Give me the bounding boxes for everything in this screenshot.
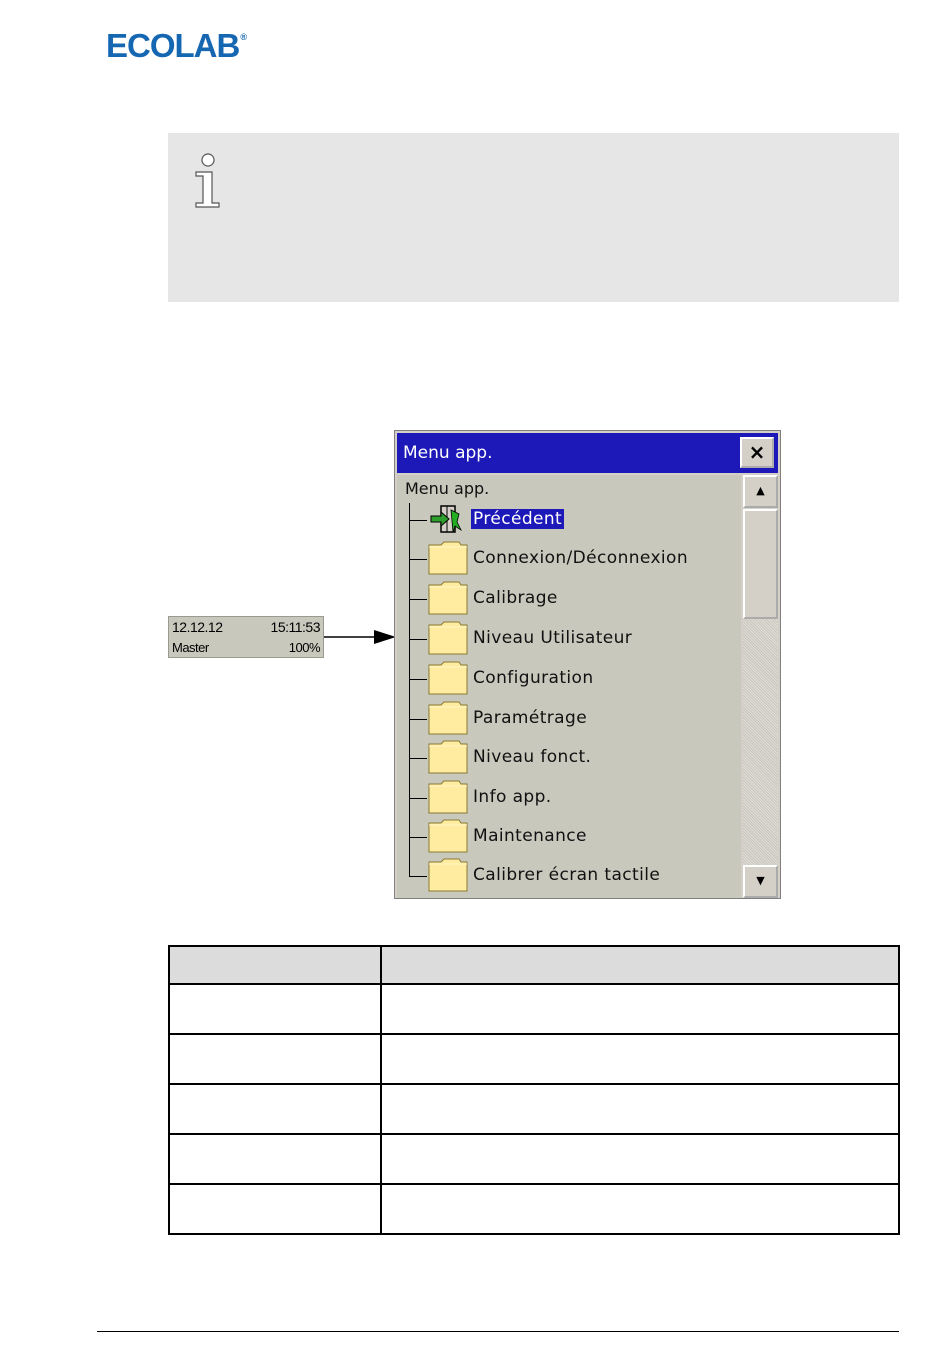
description-table xyxy=(168,945,900,1235)
menu-tree xyxy=(397,475,741,898)
menu-app-window xyxy=(394,430,781,899)
folder-icon xyxy=(427,819,469,853)
scroll-thumb[interactable] xyxy=(743,509,778,619)
folder-icon xyxy=(427,780,469,814)
table-header-cell xyxy=(169,946,381,984)
folder-icon xyxy=(427,701,469,735)
status-time: 15:11:53 xyxy=(270,619,320,635)
tree-item-label: Paramétrage xyxy=(473,708,588,728)
window-titlebar xyxy=(397,433,778,473)
tree-item-maintenance[interactable] xyxy=(409,817,739,857)
tree-item-label: Configuration xyxy=(473,668,594,688)
folder-icon xyxy=(427,621,469,655)
tree-item-connexion[interactable] xyxy=(409,539,739,579)
table-row xyxy=(169,1184,899,1234)
table-row xyxy=(169,1034,899,1084)
logo-reg-mark: ® xyxy=(240,32,246,42)
table-row xyxy=(169,1134,899,1184)
ecolab-logo xyxy=(106,27,246,64)
tree-item-parametrage[interactable] xyxy=(409,699,739,739)
folder-icon xyxy=(427,661,469,695)
arrow-right-icon xyxy=(324,626,398,648)
tree-root-label: Menu app. xyxy=(405,479,490,498)
scroll-down-button[interactable]: ▼ xyxy=(743,865,778,898)
tree-item-label: Maintenance xyxy=(473,826,587,846)
folder-icon xyxy=(427,858,469,892)
back-exit-icon xyxy=(427,502,469,536)
folder-icon xyxy=(427,581,469,615)
table-row xyxy=(169,1084,899,1134)
tree-item-calibrage[interactable] xyxy=(409,579,739,619)
tree-item-label: Calibrer écran tactile xyxy=(473,865,661,885)
tree-item-configuration[interactable] xyxy=(409,659,739,699)
footer-divider xyxy=(97,1331,899,1332)
scroll-up-button[interactable]: ▲ xyxy=(743,475,778,508)
tree-item-label: Info app. xyxy=(473,787,552,807)
status-user: Master xyxy=(172,640,209,655)
folder-icon xyxy=(427,740,469,774)
tree-item-label: Précédent xyxy=(473,509,563,529)
window-title: Menu app. xyxy=(403,443,493,463)
close-button[interactable]: × xyxy=(740,437,774,468)
info-note-box xyxy=(168,133,899,302)
info-icon xyxy=(192,153,224,209)
tree-item-niveau-fonct[interactable] xyxy=(409,738,739,778)
tree-item-niveau-utilisateur[interactable] xyxy=(409,619,739,659)
status-display xyxy=(168,616,324,658)
vertical-scrollbar[interactable] xyxy=(743,475,778,898)
tree-item-label: Calibrage xyxy=(473,588,558,608)
tree-item-label: Niveau Utilisateur xyxy=(473,628,633,648)
tree-item-label: Connexion/Déconnexion xyxy=(473,548,689,568)
tree-item-calibrer-ecran[interactable] xyxy=(409,856,739,896)
tree-item-precedent[interactable] xyxy=(409,500,739,540)
tree-item-info-app[interactable] xyxy=(409,778,739,818)
table-header-cell xyxy=(381,946,899,984)
logo-text: ECOLAB xyxy=(106,27,240,64)
table-row xyxy=(169,984,899,1034)
status-level: 100% xyxy=(288,640,320,655)
status-date: 12.12.12 xyxy=(172,619,223,635)
tree-item-label: Niveau fonct. xyxy=(473,747,592,767)
folder-icon xyxy=(427,541,469,575)
table-header-row xyxy=(169,946,899,984)
